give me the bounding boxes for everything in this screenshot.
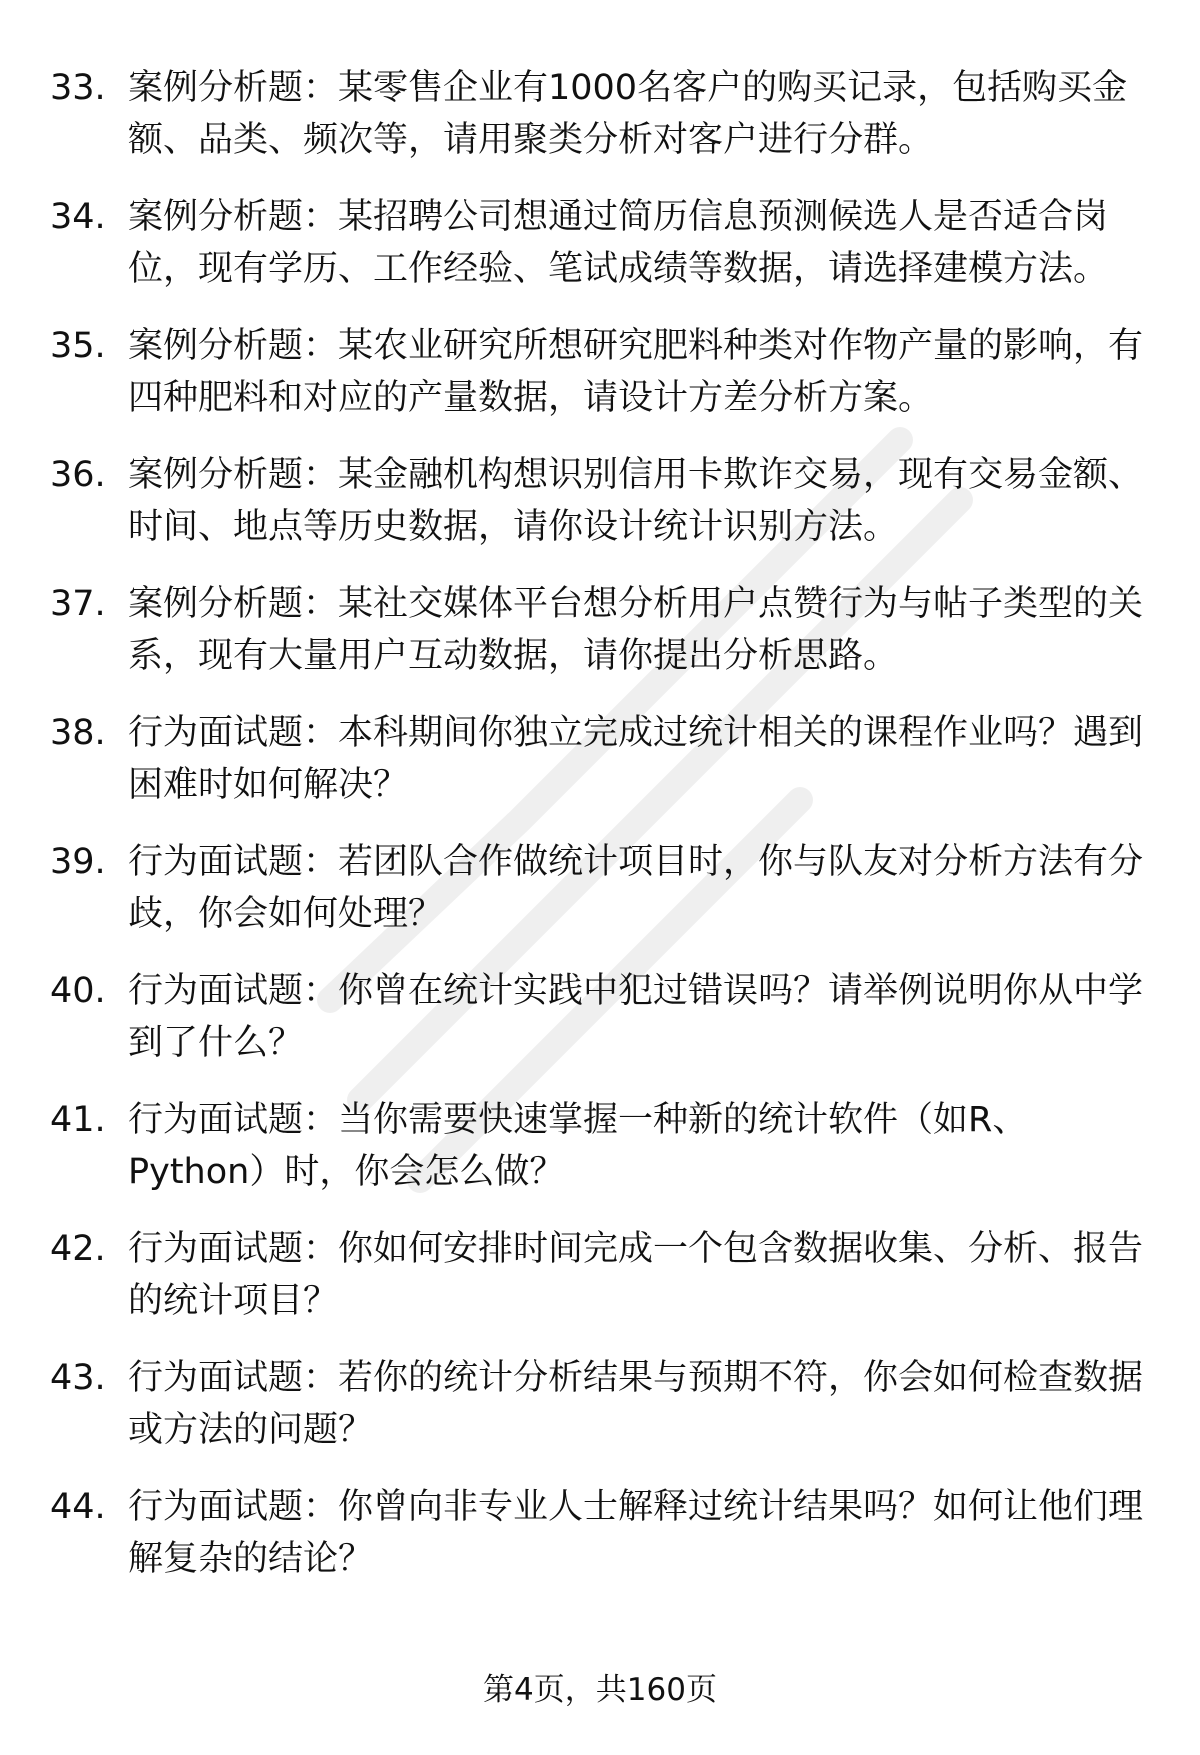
question-text: 行为面试题：若你的统计分析结果与预期不符，你会如何检查数据或方法的问题？ xyxy=(128,1358,1144,1450)
question-number: 37. xyxy=(50,584,106,624)
list-item xyxy=(50,449,1160,553)
question-text: 案例分析题：某金融机构想识别信用卡欺诈交易，现有交易金额、时间、地点等历史数据，请你设计统计识别方法。 xyxy=(128,455,1144,547)
question-text: 行为面试题：你如何安排时间完成一个包含数据收集、分析、报告的统计项目？ xyxy=(128,1229,1144,1321)
list-item xyxy=(50,191,1160,295)
question-number: 41. xyxy=(50,1100,106,1140)
question-number: 35. xyxy=(50,326,106,366)
question-text: 案例分析题：某农业研究所想研究肥料种类对作物产量的影响，有四种肥料和对应的产量数据，请设计方差分析方案。 xyxy=(128,326,1144,418)
question-number: 40. xyxy=(50,971,106,1011)
question-text: 行为面试题：你曾向非专业人士解释过统计结果吗？如何让他们理解复杂的结论？ xyxy=(128,1487,1144,1579)
question-text: 行为面试题：你曾在统计实践中犯过错误吗？请举例说明你从中学到了什么？ xyxy=(128,971,1144,1063)
question-number: 44. xyxy=(50,1487,106,1527)
list-item xyxy=(50,965,1160,1069)
question-number: 36. xyxy=(50,455,106,495)
question-text: 行为面试题：当你需要快速掌握一种新的统计软件（如R、Python）时，你会怎么做？ xyxy=(128,1100,1028,1192)
question-number: 42. xyxy=(50,1229,106,1269)
question-text: 案例分析题：某招聘公司想通过简历信息预测候选人是否适合岗位，现有学历、工作经验、笔试成绩等数据，请选择建模方法。 xyxy=(128,197,1109,289)
question-text: 案例分析题：某社交媒体平台想分析用户点赞行为与帖子类型的关系，现有大量用户互动数据，请你提出分析思路。 xyxy=(128,584,1144,676)
question-number: 34. xyxy=(50,197,106,237)
question-number: 39. xyxy=(50,842,106,882)
question-number: 33. xyxy=(50,68,106,108)
list-item xyxy=(50,836,1160,940)
list-item xyxy=(50,707,1160,811)
list-item xyxy=(50,320,1160,424)
list-item xyxy=(50,1223,1160,1327)
question-number: 38. xyxy=(50,713,106,753)
question-text: 行为面试题：本科期间你独立完成过统计相关的课程作业吗？遇到困难时如何解决？ xyxy=(128,713,1144,805)
question-list xyxy=(50,62,1160,1610)
list-item xyxy=(50,1094,1160,1198)
question-text: 案例分析题：某零售企业有1000名客户的购买记录，包括购买金额、品类、频次等，请用聚类分析对客户进行分群。 xyxy=(128,68,1128,160)
question-number: 43. xyxy=(50,1358,106,1398)
list-item xyxy=(50,578,1160,682)
question-text: 行为面试题：若团队合作做统计项目时，你与队友对分析方法有分歧，你会如何处理？ xyxy=(128,842,1144,934)
page-number-footer: 第4页，共160页 xyxy=(483,1672,717,1708)
list-item xyxy=(50,62,1160,166)
list-item xyxy=(50,1481,1160,1585)
list-item xyxy=(50,1352,1160,1456)
